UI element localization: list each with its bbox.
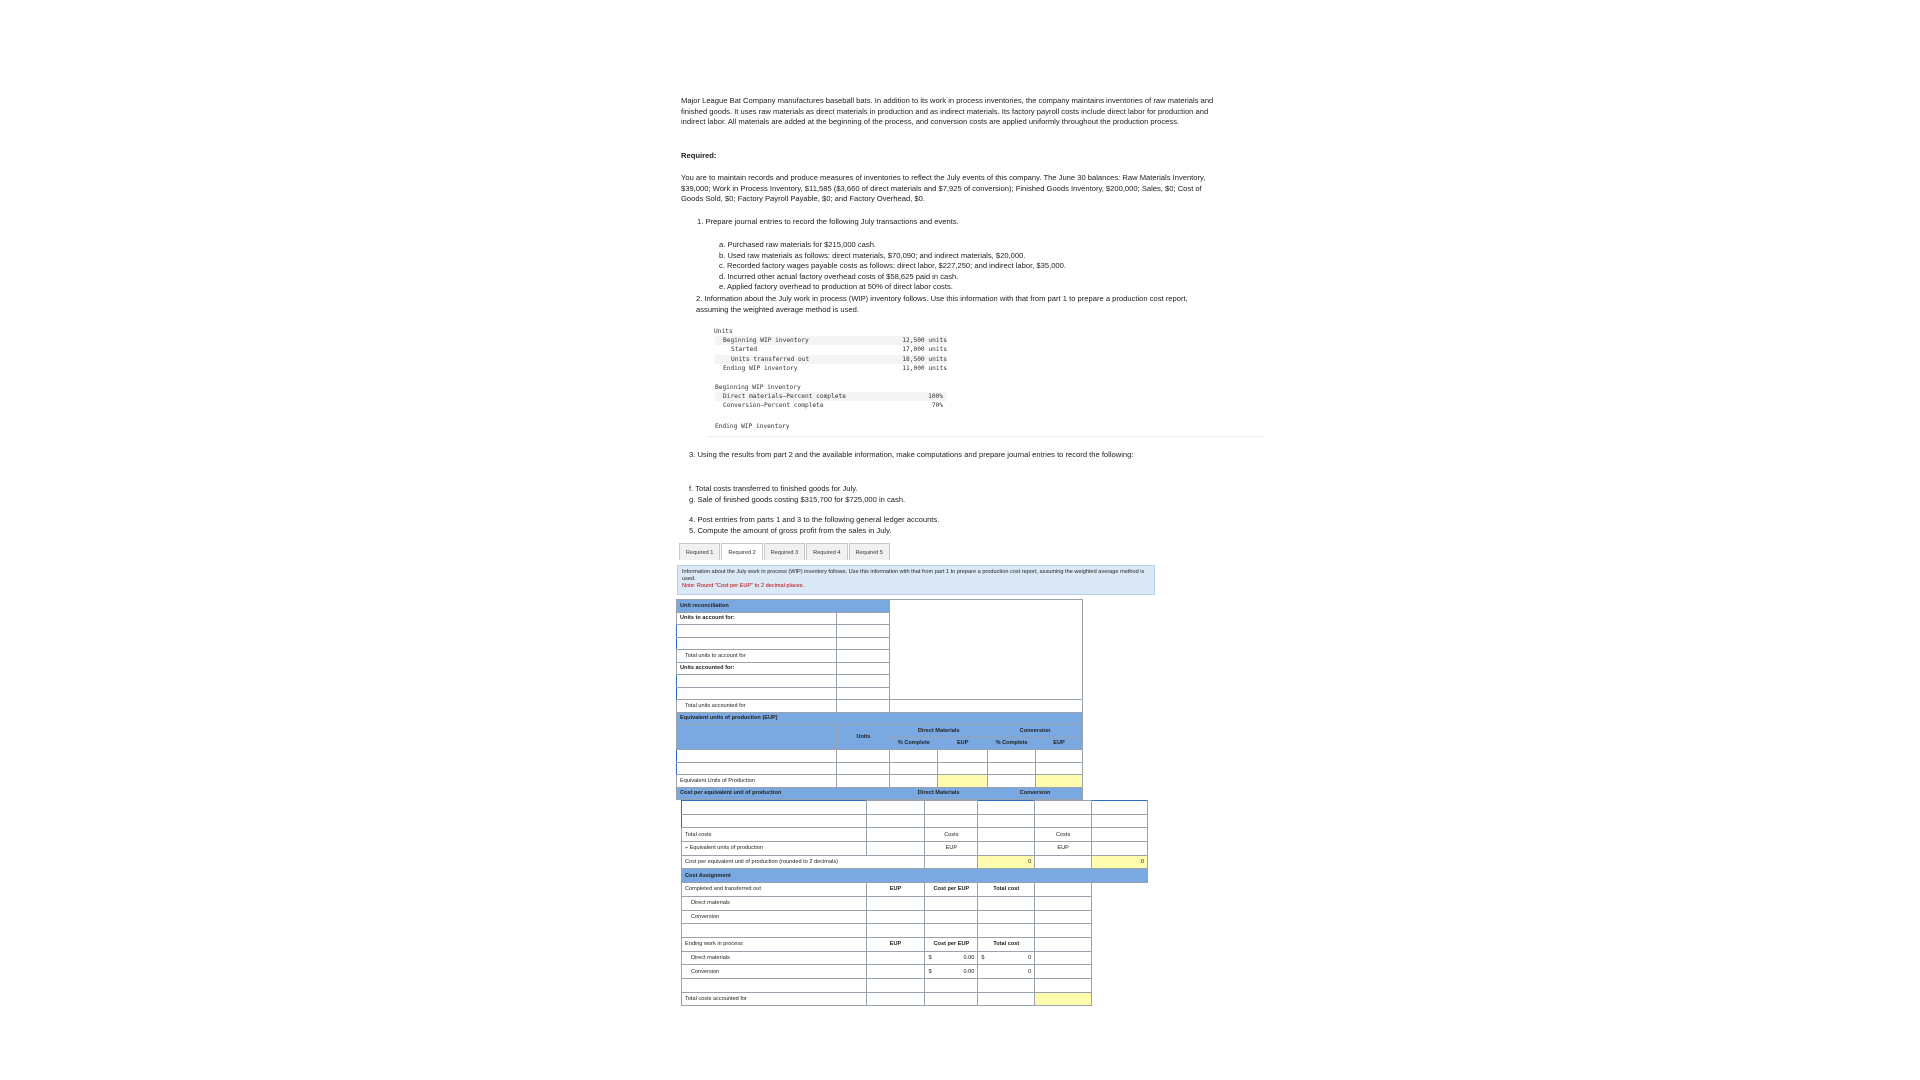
cost-cell xyxy=(1035,814,1092,828)
subitem-d: d. Incurred other actual factory overhead costs of $58,625 paid in cash. xyxy=(719,271,959,281)
units-value: 12,500 units xyxy=(902,337,947,344)
pct-label: Direct materials—Percent complete xyxy=(723,393,846,400)
required-paragraph: You are to maintain records and produce measures of inventories to reflect the July events of this company. The June 30 balances: Raw Materials Inventory, $39,000; Work in Process Inventory, $11,585 ($3,660 of direct materials and $7,925 of conversion); Finished Goods Inventory, $200,000; Sales, $0; Cost of Goods Sold, $0; Factory Payroll Payable, $0; and Factory Overhead, $0. xyxy=(681,173,1206,204)
tab-required-1[interactable]: Required 1 xyxy=(679,543,720,560)
info-box xyxy=(677,565,1155,595)
dm-eup-cell xyxy=(978,842,1035,856)
subitems-list xyxy=(719,240,1199,293)
dm-cost-per-eup: 0 xyxy=(978,855,1035,869)
info-note: Note: Round "Cost per EUP" to 2 decimal places. xyxy=(682,583,805,590)
input-cost-label[interactable] xyxy=(682,814,867,828)
cost-cell xyxy=(1035,801,1092,815)
input-eup-label[interactable] xyxy=(677,762,837,775)
ending-wip-label: Ending work in process xyxy=(682,937,867,951)
pct-value: 70% xyxy=(931,402,943,410)
ending-conv-total: 0 xyxy=(978,965,1035,979)
total-cost-col-header: Total cost xyxy=(978,937,1035,951)
units-title: Units xyxy=(714,328,733,335)
eup-col-header: EUP xyxy=(866,937,925,951)
completed-transferred-label: Completed and transferred out xyxy=(682,883,867,897)
conv-total-costs xyxy=(1092,828,1148,842)
dollar-sign: $ xyxy=(928,968,932,975)
spacer-cell xyxy=(925,978,978,992)
ending-wip-title: Ending WIP inventory xyxy=(715,423,790,430)
units-to-account-value xyxy=(837,612,890,625)
spacer-cell xyxy=(1035,924,1092,938)
subitem-e: e. Applied factory overhead to production at 50% of direct labor costs. xyxy=(719,282,953,292)
units-value: 18,500 units xyxy=(902,355,947,363)
cost-cell xyxy=(1035,896,1092,910)
input-cost-label[interactable] xyxy=(682,801,867,815)
empty xyxy=(1092,896,1148,910)
cost-cell xyxy=(925,801,978,815)
empty xyxy=(1092,910,1148,924)
input-dm-cost[interactable] xyxy=(978,814,1035,828)
spacer-cell xyxy=(682,978,867,992)
cost-cell xyxy=(1035,855,1092,869)
input-eup-units[interactable] xyxy=(837,762,890,775)
subitem-f: f. Total costs transferred to finished goods for July. xyxy=(689,484,858,493)
subitem-b: b. Used raw materials as follows: direct materials, $70,090; and indirect materials, $20,000. xyxy=(719,250,1026,260)
input-units-label[interactable] xyxy=(677,687,837,700)
conv-eup-value xyxy=(1036,750,1083,763)
total-costs-label: Total costs xyxy=(682,828,867,842)
eup-header: Equivalent units of production (EUP) xyxy=(677,712,1083,725)
input-transferred-conv-cost[interactable] xyxy=(925,910,978,924)
input-eup-units[interactable] xyxy=(837,750,890,763)
units-value: 17,000 units xyxy=(902,346,947,354)
conv-row-label: Conversion xyxy=(682,910,867,924)
conversion-column-header: Conversion xyxy=(988,725,1083,738)
blank-area xyxy=(890,700,1083,713)
required-heading: Required: xyxy=(681,151,717,160)
dm-total-costs xyxy=(978,828,1035,842)
conv-eup-value xyxy=(1036,762,1083,775)
units-accounted-label: Units accounted for: xyxy=(677,662,837,675)
input-ending-dm-eup[interactable] xyxy=(866,951,925,965)
empty xyxy=(1092,951,1148,965)
pct-complete-header: % Complete xyxy=(890,737,938,750)
total-units-accounted-value xyxy=(837,700,890,713)
dm-eup-value xyxy=(938,762,988,775)
input-dm-pct[interactable] xyxy=(890,750,938,763)
empty xyxy=(1092,883,1148,897)
cost-per-eup-header: Cost per equivalent unit of production xyxy=(677,787,890,800)
units-column-header: Units xyxy=(837,725,890,750)
eup-header-cell: EUP xyxy=(938,737,988,750)
total-units-to-account-label: Total units to account for xyxy=(677,650,837,663)
units-label: Beginning WIP inventory xyxy=(723,337,809,344)
required-tabs xyxy=(679,543,891,560)
cost-per-eup-col-header: Cost per EUP xyxy=(925,937,978,951)
conv-eup-total xyxy=(1036,775,1083,788)
eup-total-units xyxy=(837,775,890,788)
input-conv-pct[interactable] xyxy=(988,762,1036,775)
cost-cell xyxy=(866,828,925,842)
spacer-cell xyxy=(978,924,1035,938)
cost-per-eup-row-label: Cost per equivalent unit of production (rounded to 2 decimals) xyxy=(682,855,925,869)
ending-dm-cost-per-eup xyxy=(925,951,978,965)
dm-row-label: Direct materials xyxy=(682,951,867,965)
item-2: 2. Information about the July work in process (WIP) inventory follows. Use this information with that from part 1 to prepare a production cost report, assuming the weighted average method is used. xyxy=(696,294,1188,314)
ending-dm-total-value: 0 xyxy=(1028,954,1032,961)
cost-cell xyxy=(866,992,925,1006)
input-dm-cost[interactable] xyxy=(978,801,1035,815)
cost-per-eup-conv-header: Conversion xyxy=(988,787,1083,800)
beginning-wip-title: Beginning WIP inventory xyxy=(715,384,801,391)
units-table xyxy=(715,336,947,373)
ending-dm-total xyxy=(978,951,1035,965)
input-units-value[interactable] xyxy=(837,675,890,688)
input-units-label[interactable] xyxy=(677,637,837,650)
item-3-sublist xyxy=(689,484,1209,505)
cost-cell xyxy=(978,992,1035,1006)
ending-conv-cost-per-eup xyxy=(925,965,978,979)
eup-total-label: Equivalent Units of Production xyxy=(677,775,837,788)
total-units-accounted-label: Total units accounted for xyxy=(677,700,837,713)
total-costs-accounted-value xyxy=(1035,992,1092,1006)
tab-required-5[interactable]: Required 5 xyxy=(849,543,890,560)
subitem-c: c. Recorded factory wages payable costs as follows: direct labor, $227,250; and indirect labor, $35,000. xyxy=(719,261,1066,271)
cost-cell xyxy=(1035,910,1092,924)
cost-cell xyxy=(1035,965,1092,979)
unit-reconciliation-table xyxy=(676,599,1083,800)
input-units-label[interactable] xyxy=(677,675,837,688)
eup-total-blank xyxy=(988,775,1036,788)
subitem-a: a. Purchased raw materials for $215,000 cash. xyxy=(719,240,877,249)
input-conv-pct[interactable] xyxy=(988,750,1036,763)
spacer-cell xyxy=(978,978,1035,992)
eup-total-blank xyxy=(890,775,938,788)
eup-label-dm: EUP xyxy=(925,842,978,856)
units-label: Units transferred out xyxy=(731,355,810,363)
cost-cell xyxy=(925,814,978,828)
units-accounted-value xyxy=(837,662,890,675)
empty xyxy=(1092,937,1148,951)
spacer-cell xyxy=(682,924,867,938)
cost-cell xyxy=(866,814,925,828)
item-5: 5. Compute the amount of gross profit from the sales in July. xyxy=(689,525,892,535)
intro-paragraph: Major League Bat Company manufactures baseball bats. In addition to its work in process inventories, the company maintains inventories of raw materials and finished goods. It uses raw materials as direct materials in production and as indirect materials. Its factory payroll costs include direct labor for production and indirect labor. All materials are added at the beginning of the process, and conversion costs are applied uniformly throughout the production process. xyxy=(681,96,1214,127)
empty xyxy=(1092,978,1148,992)
units-value: 11,000 units xyxy=(902,364,947,372)
input-transferred-dm-eup[interactable] xyxy=(866,896,925,910)
empty xyxy=(1092,924,1148,938)
info-text: Information about the July work in process (WIP) inventory follows. Use this information with that from part 1 to prepare a production cost report, assuming the weighted average method is used. xyxy=(682,569,1145,583)
transferred-dm-total xyxy=(978,896,1035,910)
item-3: 3. Using the results from part 2 and the available information, make computations and prepare journal entries to record the following: xyxy=(689,450,1134,459)
input-eup-label[interactable] xyxy=(677,750,837,763)
input-transferred-conv-eup[interactable] xyxy=(866,910,925,924)
pct-label: Conversion—Percent complete xyxy=(723,402,824,410)
spacer-cell xyxy=(925,924,978,938)
input-units-value[interactable] xyxy=(837,625,890,638)
cost-per-eup-dm-header: Direct Materials xyxy=(890,787,988,800)
ending-conv-cost-value: 0.00 xyxy=(963,968,975,975)
cost-assignment-header: Cost Assignment xyxy=(682,869,1148,883)
conv-eup-cell xyxy=(1092,842,1148,856)
beginning-wip-table xyxy=(715,392,947,411)
units-label: Started xyxy=(731,346,758,354)
eup-label-conv: EUP xyxy=(1035,842,1092,856)
input-units-label[interactable] xyxy=(677,625,837,638)
spacer-cell xyxy=(1035,978,1092,992)
spacer-cell xyxy=(866,924,925,938)
eup-header-cell: EUP xyxy=(1036,737,1083,750)
dollar-sign: $ xyxy=(981,954,985,961)
dm-eup-total xyxy=(938,775,988,788)
cost-cell xyxy=(925,992,978,1006)
ending-dm-cost-value: 0.00 xyxy=(963,954,975,961)
item-4: 4. Post entries from parts 1 and 3 to the following general ledger accounts. xyxy=(689,515,940,524)
dm-row-label: Direct materials xyxy=(682,896,867,910)
input-conv-cost[interactable] xyxy=(1092,801,1148,815)
cost-cell xyxy=(1035,951,1092,965)
cost-cell xyxy=(925,855,978,869)
cost-per-eup-col-header: Cost per EUP xyxy=(925,883,978,897)
units-to-account-label: Units to account for: xyxy=(677,612,837,625)
tab-required-2[interactable]: Required 2 xyxy=(721,543,762,560)
total-cost-col-header: Total cost xyxy=(978,883,1035,897)
input-transferred-dm-cost[interactable] xyxy=(925,896,978,910)
item-4-5 xyxy=(689,515,1209,536)
divide-eup-label: ÷ Equivalent units of production xyxy=(682,842,867,856)
costs-label-conv: Costs xyxy=(1035,828,1092,842)
tab-required-3[interactable]: Required 3 xyxy=(764,543,805,560)
empty xyxy=(1092,992,1148,1006)
cost-cell xyxy=(1035,883,1092,897)
item-1: 1. Prepare journal entries to record the following July transactions and events. xyxy=(697,217,959,226)
cost-cell xyxy=(1035,937,1092,951)
total-units-to-account-value xyxy=(837,650,890,663)
eup-label-header xyxy=(677,725,837,750)
pct-value: 100% xyxy=(928,393,943,400)
cost-cell xyxy=(866,801,925,815)
dollar-sign: $ xyxy=(928,954,932,961)
input-ending-conv-eup[interactable] xyxy=(866,965,925,979)
spacer-cell xyxy=(866,978,925,992)
subitem-g: g. Sale of finished goods costing $315,700 for $725,000 in cash. xyxy=(689,494,906,504)
total-costs-accounted-label: Total costs accounted for xyxy=(682,992,867,1006)
unit-reconciliation-header: Unit reconciliation xyxy=(677,600,890,613)
cost-cell xyxy=(866,842,925,856)
eup-col-header: EUP xyxy=(866,883,925,897)
tab-required-4[interactable]: Required 4 xyxy=(806,543,847,560)
cost-assignment-table xyxy=(681,800,1148,1006)
transferred-conv-total xyxy=(978,910,1035,924)
conv-cost-per-eup: 0 xyxy=(1092,855,1148,869)
input-conv-cost[interactable] xyxy=(1092,814,1148,828)
units-label: Ending WIP inventory xyxy=(723,364,798,372)
input-dm-pct[interactable] xyxy=(890,762,938,775)
conv-row-label: Conversion xyxy=(682,965,867,979)
input-units-value[interactable] xyxy=(837,687,890,700)
input-units-value[interactable] xyxy=(837,637,890,650)
empty xyxy=(1092,965,1148,979)
pct-complete-header: % Complete xyxy=(988,737,1036,750)
costs-label-dm: Costs xyxy=(925,828,978,842)
dm-column-header: Direct Materials xyxy=(890,725,988,738)
blank-area xyxy=(890,600,1083,700)
dm-eup-value xyxy=(938,750,988,763)
wip-data-block xyxy=(706,326,1264,437)
